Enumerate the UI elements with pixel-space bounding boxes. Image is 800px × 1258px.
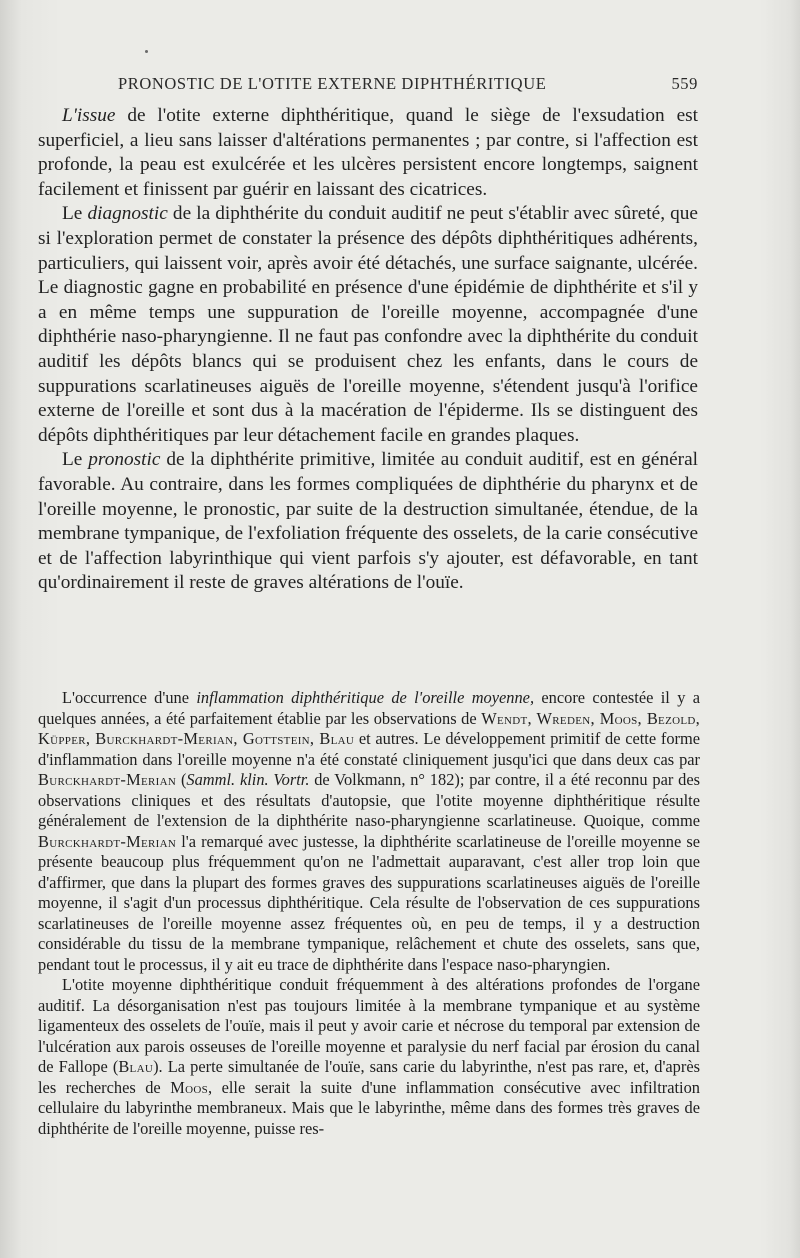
- paragraph-issue-text: de l'otite externe diphthéritique, quand le siège de l'exsudation est superficiel, a lieu sans laisser d'altérations permanentes ; par contre, si l'affection est profonde, la peau est exulcérée et les ulcères persistent encore longtemps, saignent facilement et finissent par guérir en laissant des cicatrices.: [38, 105, 698, 200]
- note-otite-lead: L'otite moyenne diphthéritique conduit fréquemment à des altérations profondes de l'organe auditif. La désorganisation n'est pas toujours limitée à la membrane tympanique et au système ligamenteux des osselets de l'ouïe, mais il peut y avoir carie et nécrose du temporal par extension de l'ulcération aux parois osseuses de l'oreille moyenne et paralysie du nerf facial par érosion du canal de Fallope (: [38, 975, 700, 1076]
- term-pronostic: pronostic: [88, 449, 161, 471]
- paragraph-diagnostic: [38, 202, 698, 448]
- paragraph-diagnostic-lead: Le: [62, 203, 88, 225]
- note-otite-text-1: ). La perte simultanée de l'ouïe, sans carie du labyrinthe, n'est pas rare, et, d'après les recherches de: [38, 1057, 700, 1097]
- paragraph-pronostic-lead: Le: [62, 449, 89, 471]
- paragraph-pronostic-text: de la diphthérite primitive, limitée au conduit auditif, est en général favorable. Au contraire, dans les formes compliquées de diphthérie du pharynx et de l'oreille moyenne, le pronostic, par suite de la destruction simultanée, étendue, de la membrane tympanique, de l'exfoliation fréquente des osselets, de la carie consécutive et de l'affection labyrinthique qui vient parfois s'y ajouter, est défavorable, en tant qu'ordinairement il reste de graves altérations de l'ouïe.: [38, 449, 698, 594]
- author-name-burckhardt: Burckhardt-Merian: [38, 770, 177, 789]
- author-name-burckhardt-2: Burckhardt-Merian: [38, 831, 177, 851]
- note-otite-text-2: , elle serait la suite d'une inflammation consécutive avec infiltration cellulaire du labyrinthe membraneux. Mais que le labyrinthe, même dans des formes très graves de diphthérite de l'oreille moyenne, puisse res-: [38, 1077, 701, 1138]
- running-header: [118, 74, 698, 98]
- note-occurrence-text-4: l'a remarqué avec justesse, la diphthérite scarlatineuse de l'oreille moyenne se présente beaucoup plus fréquemment qu'on ne l'admettait auparavant, c'est aller trop loin que d'affirmer, que dans la plupart des formes graves des suppurations scarlatineuses aiguës de l'oreille moyenne, il s'agit d'un processus diphthéritique. Cela résulte de l'observation de ces suppurations scarlatineuses de l'oreille moyenne assez fréquentes où, en peu de temps, il y a destruction considérable du tissu de la membrane tympanique, relâchement et chute des osselets, sans que, pendant tout le processus, il y ait eu trace de diphthérite dans l'espace naso-pharyngien.: [38, 831, 700, 974]
- note-occurrence-text-2: et autres. Le développement primitif de cette forme d'inflammation dans l'oreille moyenne n'a été constaté cliniquement jusqu'ici que dans deux cas par: [38, 729, 701, 769]
- note-occurrence-text-1: encore contestée il y a quelques années, a été parfaitement établie par les observations de: [38, 688, 701, 728]
- paragraph-issue: [38, 104, 698, 202]
- note-occurrence-lead: L'occurrence d'une: [62, 688, 197, 707]
- author-name-moos: Moos: [170, 1077, 208, 1097]
- paragraph-diagnostic-text: de la diphthérite du conduit auditif ne peut s'établir avec sûreté, que si l'exploration permet de constater la présence des dépôts diphthéritiques adhérents, particuliers, qui laissent voir, après avoir été détachés, une surface saignante, ulcérée. Le diagnostic gagne en probabilité en présence d'une épidémie de diphthérite et s'il y a en même temps une suppuration de l'oreille moyenne, accompagnée d'une diphthérie naso-pharyngienne. Il ne faut pas confondre avec la diphthérite du conduit auditif les dépôts blancs qui se produisent chez les enfants, dans le cours de suppurations scarlatineuses aiguës de l'oreille moyenne, s'étendent jusqu'à l'orifice externe de l'oreille et sont dus à la macération de l'épiderme. Ils se distinguent des dépôts diphthéritiques par leur détachement facile en grandes plaques.: [38, 203, 698, 446]
- note-occurrence-text-3: de Volkmann, n° 182); par contre, il a été reconnu par des observations cliniques et des résultats d'autopsie, que l'otite moyenne diphthéritique résulte généralement de l'extension de la diphthérite naso-pharyngienne scarlatineuse. Quoique, comme: [38, 770, 700, 830]
- running-title: PRONOSTIC DE L'OTITE EXTERNE DIPHTHÉRITIQUE: [118, 74, 547, 93]
- speck-mark: [145, 50, 148, 53]
- paragraph-pronostic: [38, 448, 698, 596]
- main-text: [38, 104, 698, 596]
- term-issue: L'issue: [62, 105, 116, 126]
- note-occurrence-paren: (: [176, 770, 187, 789]
- page-number: 559: [671, 74, 698, 93]
- author-names: Wendt, Wreden, Moos, Bezold, Küpper, Burckhardt-Merian, Gottstein, Blau: [38, 708, 700, 748]
- note-occurrence: [38, 688, 700, 975]
- term-diagnostic: diagnostic: [87, 203, 168, 225]
- note-otite-moyenne: [38, 975, 700, 1139]
- small-print-notes: [38, 688, 700, 1139]
- author-name-blau: Blau: [118, 1057, 154, 1076]
- term-inflammation: inflammation diphthéritique de l'oreille moyenne,: [196, 688, 535, 707]
- reference-title: Samml. klin. Vortr.: [186, 770, 310, 789]
